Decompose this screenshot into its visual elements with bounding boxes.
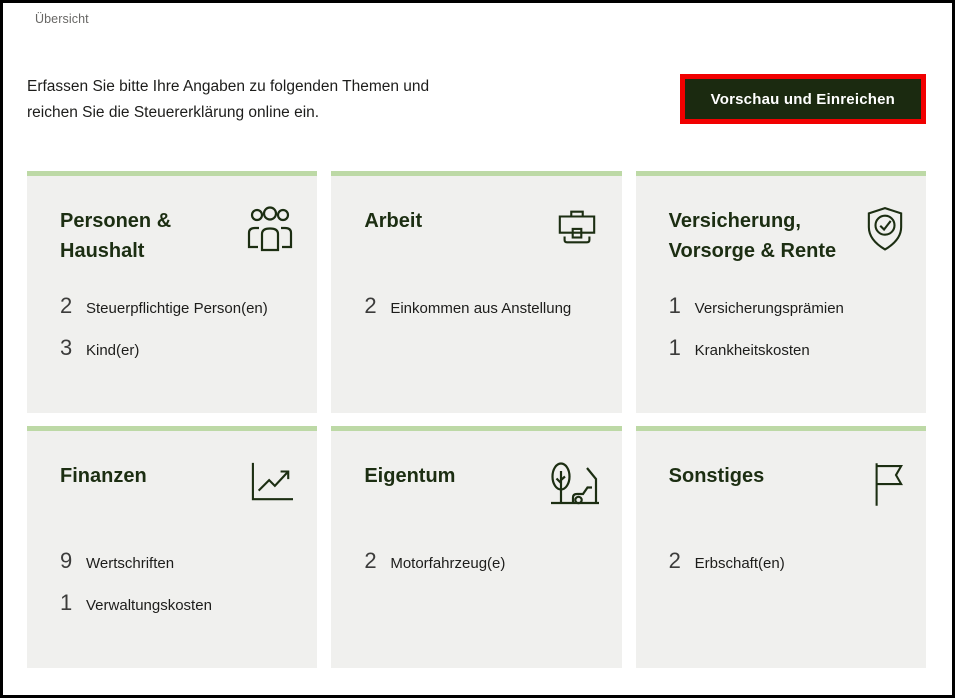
card-items xyxy=(669,294,904,363)
intro-row xyxy=(27,74,926,126)
item-label: Verwaltungskosten xyxy=(86,597,212,614)
card-header xyxy=(669,461,904,549)
card-item xyxy=(60,336,295,363)
item-count: 2 xyxy=(668,548,681,573)
topic-cards-grid xyxy=(27,171,926,668)
card-items xyxy=(669,549,904,576)
item-label: Erbschaft(en) xyxy=(694,555,785,572)
item-count: 3 xyxy=(60,335,73,360)
people-icon xyxy=(245,206,295,252)
highlight-box xyxy=(680,74,926,124)
card-header xyxy=(669,206,904,294)
card-sonstiges[interactable] xyxy=(636,426,926,668)
item-label: Kind(er) xyxy=(86,342,140,359)
card-item xyxy=(669,294,904,321)
card-versicherung-vorsorge-rente[interactable] xyxy=(636,171,926,413)
card-item xyxy=(60,294,295,321)
card-personen-haushalt[interactable] xyxy=(27,171,317,413)
item-count: 1 xyxy=(60,590,73,615)
card-title: Sonstiges xyxy=(668,465,765,487)
shield-check-icon xyxy=(866,206,904,253)
item-label: Motorfahrzeug(e) xyxy=(390,555,506,572)
card-item xyxy=(669,336,904,363)
flag-icon xyxy=(870,461,904,508)
briefcase-icon xyxy=(554,206,600,248)
card-item xyxy=(364,549,599,576)
card-arbeit[interactable] xyxy=(331,171,621,413)
card-header xyxy=(364,206,599,294)
item-label: Wertschriften xyxy=(86,555,175,572)
card-item xyxy=(364,294,599,321)
card-title: Arbeit xyxy=(364,210,423,232)
item-count: 9 xyxy=(60,548,73,573)
chart-trend-icon xyxy=(249,461,295,503)
item-label: Steuerpflichtige Person(en) xyxy=(86,300,268,317)
item-label: Einkommen aus Anstellung xyxy=(390,300,572,317)
card-item xyxy=(669,549,904,576)
item-label: Krankheitskosten xyxy=(694,342,810,359)
item-count: 2 xyxy=(60,293,73,318)
card-items xyxy=(60,294,295,363)
card-items xyxy=(364,294,599,321)
breadcrumb: Übersicht xyxy=(35,12,89,26)
item-count: 2 xyxy=(364,548,377,573)
item-label: Versicherungsprämien xyxy=(694,300,844,317)
preview-submit-button[interactable]: Vorschau und Einreichen xyxy=(685,79,921,119)
card-items xyxy=(364,549,599,576)
tree-car-icon xyxy=(550,461,600,506)
card-title: Versicherung, Vorsorge & Rente xyxy=(668,210,837,262)
card-title: Eigentum xyxy=(364,465,456,487)
card-item xyxy=(60,591,295,618)
item-count: 1 xyxy=(668,293,681,318)
card-header xyxy=(60,461,295,549)
card-header xyxy=(60,206,295,294)
card-items xyxy=(60,549,295,618)
card-title: Finanzen xyxy=(60,465,147,487)
card-finanzen[interactable] xyxy=(27,426,317,668)
intro-text: Erfassen Sie bitte Ihre Angaben zu folgenden Themen und reichen Sie die Steuererklärung online ein. xyxy=(27,78,430,121)
card-title: Personen & Haushalt xyxy=(60,210,172,262)
item-count: 1 xyxy=(668,335,681,360)
card-eigentum[interactable] xyxy=(331,426,621,668)
item-count: 2 xyxy=(364,293,377,318)
card-header xyxy=(364,461,599,549)
card-item xyxy=(60,549,295,576)
